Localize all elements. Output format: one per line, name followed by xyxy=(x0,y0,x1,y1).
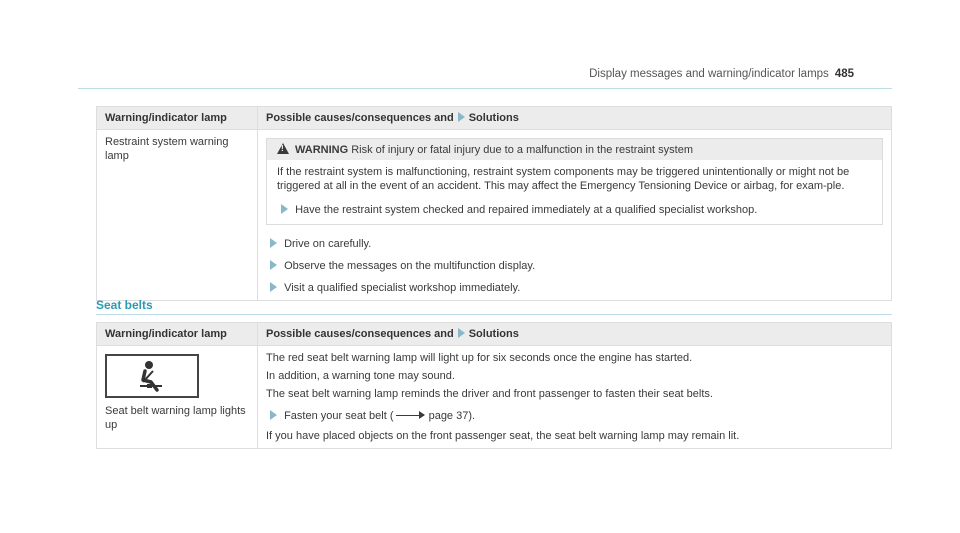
seatbelt-warning-icon xyxy=(107,356,197,396)
col-header-prefix: Possible causes/consequences and xyxy=(266,328,454,340)
solution-step-text: Visit a qualified specialist workshop immediately. xyxy=(284,282,521,294)
solution-step xyxy=(266,259,883,273)
warning-body xyxy=(267,160,882,224)
running-header-title: Display messages and warning/indicator lamps xyxy=(589,68,829,80)
col-header-lamp: Warning/indicator lamp xyxy=(97,323,258,346)
arrow-right-icon xyxy=(281,204,288,214)
table-row xyxy=(97,130,892,301)
page-reference-link[interactable]: page 37). xyxy=(428,410,476,422)
solution-step xyxy=(266,409,883,423)
seatbelt-lamp-box xyxy=(105,354,199,398)
solution-step xyxy=(266,237,883,251)
solution-step-text: Observe the messages on the multifunction display. xyxy=(284,260,536,272)
col-header-suffix: Solutions xyxy=(468,112,519,124)
arrow-right-icon xyxy=(270,260,277,270)
lamp-cell xyxy=(97,130,258,301)
arrow-right-icon xyxy=(458,112,465,122)
solution-step-text: Drive on carefully. xyxy=(284,238,372,250)
arrow-right-icon xyxy=(458,328,465,338)
warning-box xyxy=(266,138,883,225)
running-header xyxy=(589,68,854,80)
table-header-row xyxy=(97,323,892,346)
table-row xyxy=(97,346,892,449)
table-header-row xyxy=(97,107,892,130)
restraint-table xyxy=(96,106,892,301)
col-header-suffix: Solutions xyxy=(468,328,519,340)
paragraph: In addition, a warning tone may sound. xyxy=(266,370,455,382)
col-header-prefix: Possible causes/consequences and xyxy=(266,112,454,124)
step-text: Fasten your seat belt ( xyxy=(284,410,394,422)
paragraph: The red seat belt warning lamp will light up for six seconds once the engine has started. xyxy=(266,352,693,364)
page-number: 485 xyxy=(834,68,854,80)
seatbelt-table xyxy=(96,322,892,449)
col-header-solutions xyxy=(258,323,892,346)
solutions-cell xyxy=(258,130,892,301)
page-reference-arrow-icon[interactable] xyxy=(396,415,424,416)
warning-step-text: Have the restraint system checked and repaired immediately at a qualified specialist workshop. xyxy=(295,204,758,216)
header-rule xyxy=(78,88,892,89)
restraint-lamp-label: Restraint system warning lamp xyxy=(105,136,229,162)
warning-triangle-icon xyxy=(277,143,289,154)
seatbelt-lamp-label: Seat belt warning lamp lights up xyxy=(105,405,246,431)
col-header-lamp: Warning/indicator lamp xyxy=(97,107,258,130)
arrow-right-icon xyxy=(270,238,277,248)
paragraph: The seat belt warning lamp reminds the driver and front passenger to fasten their seat belts. xyxy=(266,388,713,400)
solutions-cell xyxy=(258,346,892,449)
warning-header xyxy=(267,139,882,160)
paragraph: If you have placed objects on the front passenger seat, the seat belt warning lamp may remain lit. xyxy=(266,430,740,442)
arrow-right-icon xyxy=(270,410,277,420)
warning-label: WARNING xyxy=(295,144,349,156)
section-rule xyxy=(96,314,892,315)
solution-step xyxy=(266,281,883,295)
arrow-right-icon xyxy=(270,282,277,292)
warning-text: If the restraint system is malfunctioning, restraint system components may be triggered unintentionally or might not be triggered at all in the event of an accident. This may affect the Emergency Tensioning Device or airbag, for exam-ple. xyxy=(277,166,850,192)
lamp-cell xyxy=(97,346,258,449)
warning-step xyxy=(277,203,874,217)
warning-title: Risk of injury or fatal injury due to a malfunction in the restraint system xyxy=(351,144,693,156)
section-title: Seat belts xyxy=(96,298,153,312)
col-header-solutions xyxy=(258,107,892,130)
